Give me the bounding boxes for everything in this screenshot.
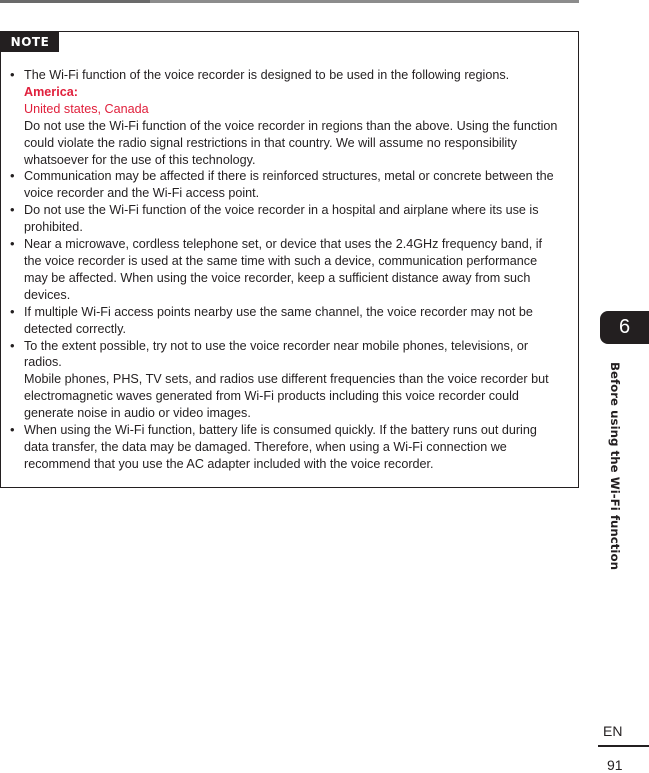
note-item-text: • If multiple Wi-Fi access points nearby use the same channel, the voice recorder may not be detected correctly. [24, 304, 533, 336]
note-list [1, 67, 571, 473]
chapter-number-tab[interactable]: 6 [600, 311, 649, 344]
chapter-title: Before using the Wi-Fi function [608, 362, 622, 570]
note-item-interference [1, 338, 571, 423]
note-item-regions [1, 67, 571, 168]
region-value: United states, Canada [24, 101, 149, 116]
region-heading: America: [24, 84, 78, 99]
note-item-text: • Do not use the Wi-Fi function of the voice recorder in a hospital and airplane where its use is prohibited. [24, 203, 539, 235]
footer-divider [598, 745, 649, 747]
language-label: EN [603, 723, 623, 739]
note-item-access-points [1, 304, 571, 338]
note-item-text: • Communication may be affected if there is reinforced structures, metal or concrete between the voice recorder and the Wi-Fi access point. [24, 169, 554, 201]
note-item-microwave [1, 236, 571, 304]
note-item-battery [1, 422, 571, 473]
top-rule-accent [0, 0, 150, 3]
note-item-text: • To the extent possible, try not to use the voice recorder near mobile phones, televisions, or radios. [24, 338, 529, 370]
note-label: NOTE [1, 32, 59, 52]
note-box [0, 31, 579, 488]
note-item-text: Mobile phones, PHS, TV sets, and radios use different frequencies than the voice recorder but electromagnetic waves generated from Wi-Fi products including this voice recorder could generate noise in audio or video images. [24, 372, 549, 421]
note-item-text: • The Wi-Fi function of the voice recorder is designed to be used in the following regions. [24, 68, 510, 82]
chapter-title-wrap [604, 362, 626, 570]
note-item-text: • When using the Wi-Fi function, battery life is consumed quickly. If the battery runs out during data transfer, the data may be damaged. Therefore, when using a Wi-Fi connection we recommend that you use the AC adapter included with the voice recorder. [24, 423, 537, 471]
note-item-text: • Near a microwave, cordless telephone set, or device that uses the 2.4GHz frequency band, if the voice recorder is used at the same time with such a device, communication performance may be affected. When using the voice recorder, keep a sufficient distance away from such devices. [24, 237, 543, 302]
note-item-followup: Do not use the Wi-Fi function of the voice recorder in regions than the above. Using the function could violate the radio signal restrictions in that country. We will assume no responsibility whatsoever for the use of this technology. [24, 118, 558, 167]
note-item-hospital [1, 202, 571, 236]
page-number: 91 [607, 757, 623, 773]
note-item-obstructions [1, 168, 571, 202]
